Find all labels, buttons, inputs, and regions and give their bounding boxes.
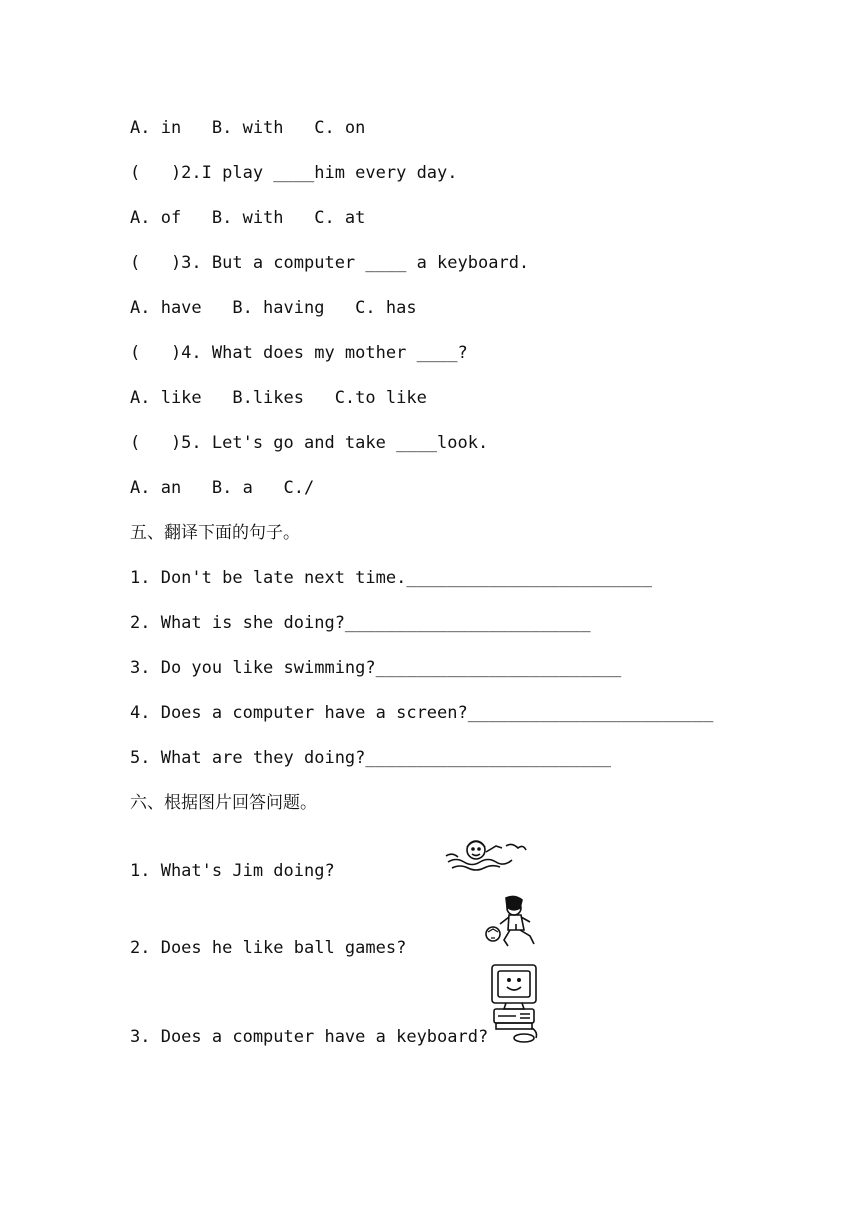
mc-options-3: A. have B. having C. has — [130, 298, 417, 318]
translate-item-2: 2. What is she doing?________________________ — [130, 613, 591, 633]
translate-item-1: 1. Don't be late next time.________________________ — [130, 568, 652, 588]
mc-question-4: ( )4. What does my mother ____? — [130, 343, 468, 363]
swimmer-icon — [444, 832, 530, 876]
computer-icon — [486, 962, 546, 1044]
translate-item-4: 4. Does a computer have a screen?________________________ — [130, 703, 714, 723]
section6-title: 六、根据图片回答问题。 — [130, 793, 317, 813]
mc-question-5: ( )5. Let's go and take ____look. — [130, 433, 489, 453]
picture-question-2: 2. Does he like ball games? — [130, 938, 407, 958]
mc-question-3: ( )3. But a computer ____ a keyboard. — [130, 253, 530, 273]
mc-options-2: A. of B. with C. at — [130, 208, 366, 228]
translate-item-3: 3. Do you like swimming?________________________ — [130, 658, 622, 678]
mc-options-1: A. in B. with C. on — [130, 118, 366, 138]
soccer-player-icon — [482, 894, 548, 954]
section5-title: 五、翻译下面的句子。 — [130, 523, 300, 543]
mc-options-5: A. an B. a C./ — [130, 478, 315, 498]
picture-question-3: 3. Does a computer have a keyboard? — [130, 1027, 489, 1047]
picture-question-1: 1. What's Jim doing? — [130, 861, 335, 881]
translate-item-5: 5. What are they doing?________________________ — [130, 748, 612, 768]
mc-question-2: ( )2.I play ____him every day. — [130, 163, 458, 183]
mc-options-4: A. like B.likes C.to like — [130, 388, 427, 408]
